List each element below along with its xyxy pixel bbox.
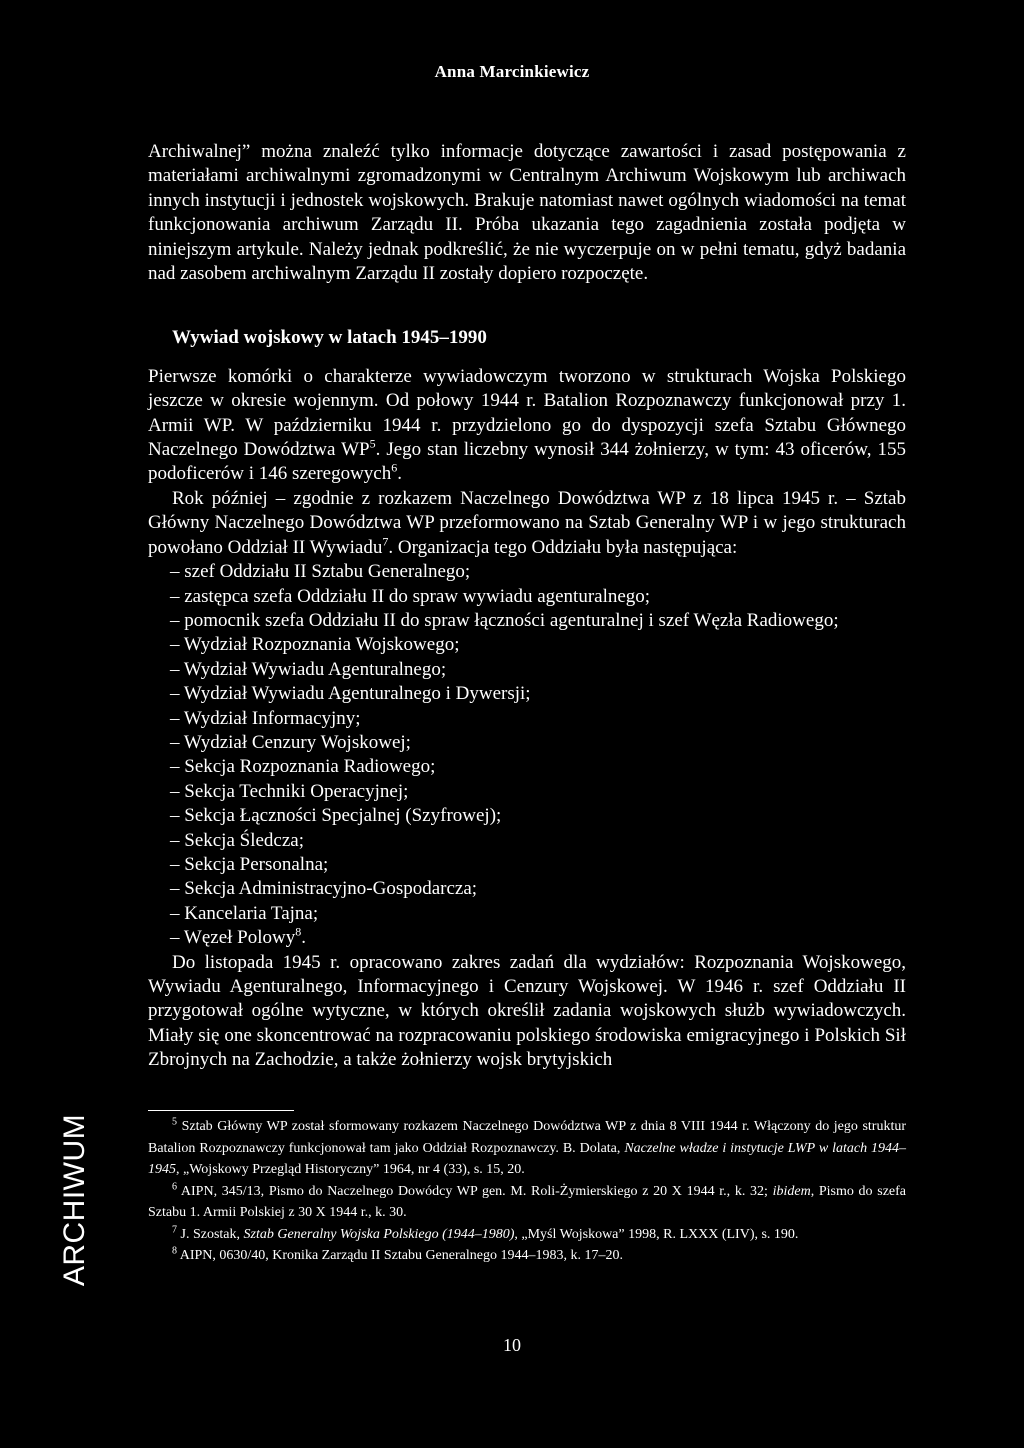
- footnote-text: , „Myśl Wojskowa” 1998, R. LXXX (LIV), s. 190.: [514, 1226, 799, 1242]
- list-item: – Sekcja Techniki Operacyjnej;: [170, 780, 409, 802]
- section-heading: Wywiad wojskowy w latach 1945–1990: [172, 327, 487, 349]
- organization-list: [148, 560, 906, 951]
- section-paragraph-1: [148, 365, 906, 487]
- p1-end: .: [397, 463, 402, 485]
- footnote-num: 5: [172, 1116, 177, 1128]
- list-item: – Sekcja Administracyjno-Gospodarcza;: [170, 878, 478, 900]
- p1-text: Pierwsze komórki o charakterze wywiadowczym tworzono w strukturach Wojska Polskiego jeszcze w okresie wojennym. Od połowy 1944 r. Batalion Rozpoznawczy funkcjonował przy 1. Armii WP. W październiku 1944 r. przydzielono go do dyspozycji szefa Sztabu Głównego Naczelnego Dowództwa WP: [148, 365, 906, 461]
- footnote-divider: [148, 1110, 294, 1111]
- list-item: – Wydział Wywiadu Agenturalnego i Dywersji;: [170, 683, 531, 705]
- list-item: – Sekcja Personalna;: [170, 853, 329, 875]
- list-item: – Sekcja Łączności Specjalnej (Szyfrowej);: [170, 805, 502, 827]
- list-item: – Sekcja Śledcza;: [170, 829, 305, 851]
- footnote-text: J. Szostak,: [177, 1226, 244, 1242]
- footnote-text: AIPN, 345/13, Pismo do Naczelnego Dowódcy WP gen. M. Roli-Żymierskiego z 20 X 1944 r., k. 32;: [177, 1183, 773, 1199]
- footnote-text: Sztab Główny WP został sformowany rozkazem Naczelnego Dowództwa WP z dnia 8 VIII 1944 r. Włączony do jego struktur Batalion Rozpoznawczy funkcjonował tam jako Oddział Rozpoznawczy. B. Dolata,: [148, 1119, 906, 1156]
- side-label: [48, 1098, 102, 1302]
- footnote-text: , „Wojskowy Przegląd Historyczny” 1964, nr 4 (33), s. 15, 20.: [176, 1162, 525, 1177]
- p2-text-b: . Organizacja tego Oddziału była następująca:: [388, 536, 738, 558]
- footnote-ref-8[interactable]: 8: [295, 924, 302, 939]
- intro-paragraph: Archiwalnej” można znaleźć tylko informacje dotyczące zawartości i zasad postępowania z materiałami archiwalnymi zgromadzonymi w Centralnym Archiwum Wojskowym lub archiwach innych instytucji i jednostek wojskowych. Brakuje natomiast nawet ogólnych wiadomości na temat funkcjonowania archiwum Zarządu II. Próba ukazania tego zagadnienia została podjęta w niniejszym artykule. Należy jednak podkreślić, że nie wyczerpuje on w pełni tematu, gdyż badania nad zasobem archiwalnym Zarządu II zostały dopiero rozpoczęte.: [148, 141, 906, 285]
- list-item: – Wydział Cenzury Wojskowej;: [170, 731, 411, 753]
- list-item: [170, 926, 906, 950]
- p1-text-b: . Jego stan liczebny wynosił 344 żołnierzy, w tym: 43 oficerów, 155 podoficerów i 146 szeregowych: [148, 439, 906, 485]
- footnote-7: [148, 1224, 906, 1246]
- footnote-title: Naczelne władze i instytucje LWP w latach 1944–1945: [148, 1140, 906, 1177]
- footnote-text: AIPN, 0630/40, Kronika Zarządu II Sztabu Generalnego 1944–1983, k. 17–20.: [177, 1248, 623, 1263]
- side-label-text: ARCHIWUM: [58, 1113, 91, 1287]
- footnote-ref-5[interactable]: 5: [369, 436, 376, 451]
- list-item: – Wydział Wywiadu Agenturalnego;: [170, 658, 447, 680]
- list-last-end: .: [301, 927, 306, 949]
- footnote-5: [148, 1116, 906, 1181]
- footnote-text: , Pismo do szefa Sztabu 1. Armii Polskiej z 30 X 1944 r., k. 30.: [148, 1183, 906, 1220]
- footnote-ref-7[interactable]: 7: [382, 534, 389, 549]
- section-paragraph-2: [148, 487, 906, 560]
- section-paragraph-3: Do listopada 1945 r. opracowano zakres zadań dla wydziałów: Rozpoznania Wojskowego, Wywiadu Agenturalnego, Informacyjnego i Cenzury Wojskowej. W 1946 r. szef Oddziału II przygotował ogólne wytyczne, w których określił zadania wojskowych służb wywiadowczych. Miały się one skoncentrować na rozpracowaniu polskiego środowiska emigracyjnego i Polskich Sił Zbrojnych na Zachodzie, a także żołnierzy wojsk brytyjskich: [148, 951, 906, 1071]
- list-item: – Wydział Informacyjny;: [170, 707, 361, 729]
- footnote-num: 6: [172, 1180, 177, 1192]
- list-item: – pomocnik szefa Oddziału II do spraw łączności agenturalnej i szef Węzła Radiowego;: [170, 609, 839, 631]
- footnote-title: Sztab Generalny Wojska Polskiego (1944–1980): [243, 1226, 515, 1242]
- footnote-ref-6[interactable]: 6: [391, 461, 398, 476]
- page-number: 10: [503, 1335, 521, 1355]
- footnote-6: [148, 1181, 906, 1224]
- running-header: Anna Marcinkiewicz: [434, 62, 590, 81]
- footnotes: [148, 1116, 906, 1267]
- footnote-title: ibidem: [772, 1183, 811, 1199]
- footnote-num: 8: [172, 1245, 177, 1257]
- list-item: – Kancelaria Tajna;: [170, 902, 319, 924]
- p2-text: Rok później – zgodnie z rozkazem Naczelnego Dowództwa WP z 18 lipca 1945 r. – Sztab Główny Naczelnego Dowództwa WP przeformowano na Sztab Generalny WP i w jego strukturach powołano Oddział II Wywiadu: [148, 487, 906, 558]
- main-text: [148, 140, 906, 1073]
- list-last-text: – Węzeł Polowy: [170, 927, 296, 949]
- list-item: – Sekcja Rozpoznania Radiowego;: [170, 756, 436, 778]
- list-item: – szef Oddziału II Sztabu Generalnego;: [170, 561, 471, 583]
- list-item: – Wydział Rozpoznania Wojskowego;: [170, 634, 460, 656]
- footnote-num: 7: [172, 1223, 177, 1235]
- footnote-8: [148, 1245, 906, 1267]
- list-item: – zastępca szefa Oddziału II do spraw wywiadu agenturalnego;: [170, 585, 651, 607]
